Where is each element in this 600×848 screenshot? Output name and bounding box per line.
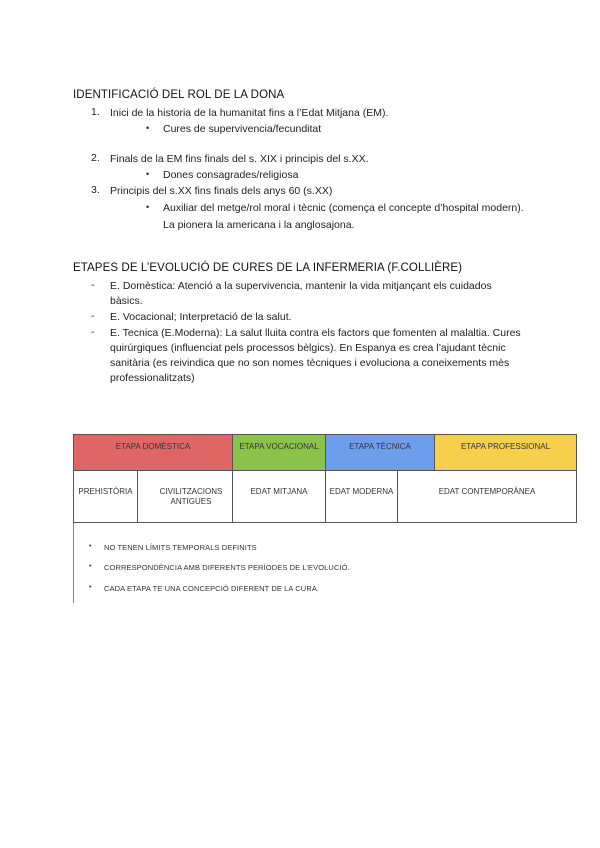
- stages-table: [73, 434, 577, 523]
- header-etapa-tecnica: ETAPA TÈCNICA: [326, 435, 434, 470]
- period-edat-mitjana: EDAT MITJANA: [233, 470, 325, 522]
- dash-icon: -: [91, 310, 95, 322]
- list-item: Inici de la historia de la humanitat fins a l’Edat Mitjana (EM).: [110, 107, 389, 119]
- stage-item-tecnica-continued: professionalitzats): [110, 372, 195, 384]
- sub-bullet-item: Dones consagrades/religiosa: [163, 169, 299, 181]
- period-edat-moderna: EDAT MODERNA: [326, 470, 397, 522]
- note-item: CADA ETAPA TE UNA CONCEPCIÓ DIFERENT DE LA CURA.: [104, 584, 320, 593]
- stage-item-tecnica-continued: quirúrgiques (influenciat pels processos bèlgics). En Espanya es crea l’ajudant tècnic: [110, 342, 506, 354]
- bullet-icon: •: [89, 584, 92, 591]
- header-etapa-professional: ETAPA PROFESSIONAL: [435, 435, 576, 470]
- note-item: CORRESPONDÈNCIA AMB DIFERENTS PERÍODES DE L’EVOLUCIÓ.: [104, 563, 350, 572]
- list-number: 1.: [91, 106, 100, 118]
- stage-item-domestica-continued: bàsics.: [110, 295, 143, 307]
- bullet-icon: •: [146, 202, 150, 212]
- bullet-icon: •: [146, 169, 150, 179]
- sub-bullet-item: Cures de supervivencia/fecunditat: [163, 123, 322, 135]
- list-number: 3.: [91, 184, 100, 196]
- header-etapa-vocacional: ETAPA VOCACIONAL: [233, 435, 325, 470]
- margin-line: [73, 523, 74, 603]
- stage-item-domestica: E. Domèstica: Atenció a la supervivencia, mantenir la vida mitjançant els cuidados: [110, 280, 492, 292]
- period-edat-contemporanea: EDAT CONTEMPORÀNEA: [398, 470, 576, 522]
- list-item: Finals de la EM fins finals del s. XIX i principis del s.XX.: [110, 153, 369, 165]
- bullet-icon: •: [89, 563, 92, 570]
- period-civilitzacions-antigues: CIVILITZACIONS ANTIGUES: [138, 470, 232, 522]
- section2-heading: ETAPES DE L’EVOLUCIÓ DE CURES DE LA INFERMERIA (F.COLLIÈRE): [73, 262, 463, 274]
- section1-heading: IDENTIFICACIÓ DEL ROL DE LA DONA: [73, 89, 285, 101]
- sub-bullet-item-continued: La pionera la americana i la anglosajona.: [163, 219, 355, 231]
- bullet-icon: •: [146, 123, 150, 133]
- list-item: Principis del s.XX fins finals dels anys 60 (s.XX): [110, 185, 333, 197]
- stage-item-tecnica: E. Tecnica (E.Moderna): La salut lluita contra els factors que fomenten al malaltia. Cures: [110, 327, 521, 339]
- dash-icon: -: [91, 326, 95, 338]
- stage-item-tecnica-continued: sanitària (es reivindica que no son nomes tècniques i evoluciona a coneixements mès: [110, 357, 510, 369]
- list-number: 2.: [91, 152, 100, 164]
- note-item: NO TENEN LÍMITS TEMPORALS DEFINITS: [104, 543, 257, 552]
- sub-bullet-item: Auxiliar del metge/rol moral i tècnic (comença el concepte d’hospital modern).: [163, 202, 524, 214]
- header-etapa-domestica: ETAPA DOMÈSTICA: [74, 435, 232, 470]
- period-prehistoria: PREHISTÒRIA: [74, 470, 137, 522]
- dash-icon: -: [91, 279, 95, 291]
- stage-item-vocacional: E. Vocacional; Interpretació de la salut.: [110, 311, 292, 323]
- bullet-icon: •: [89, 543, 92, 550]
